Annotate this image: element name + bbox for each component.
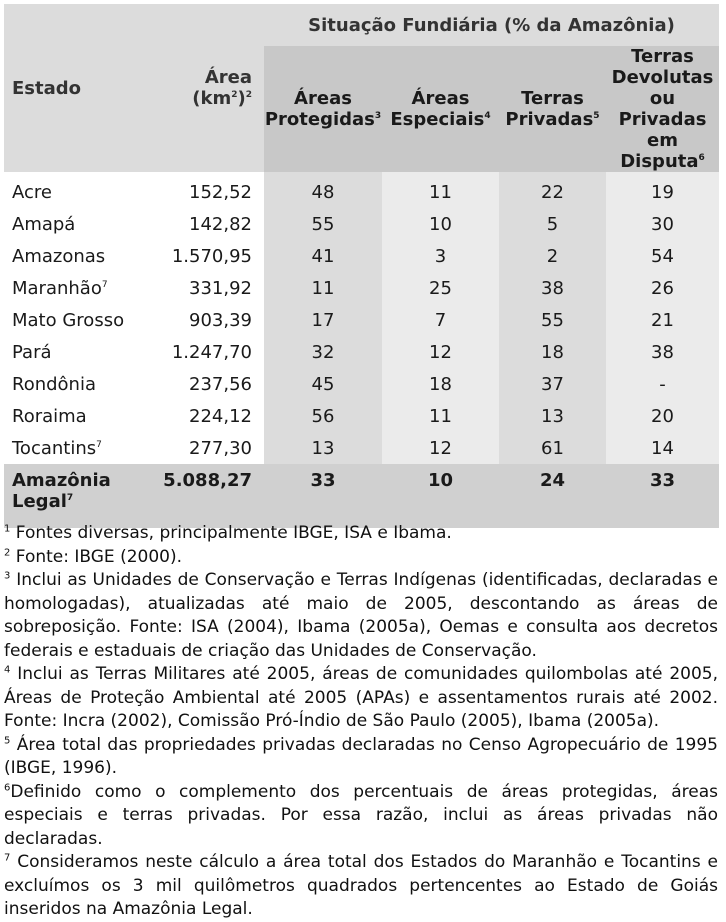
land-situation-table [4, 4, 719, 528]
cell-especiais: 18 [382, 368, 499, 400]
footnote: $^7$ Consideramos neste cálculo a área total dos Estados do Maranhão e Tocantins e excluímos os 3 mil quilômetros quadrados pertencentes ao Estado de Goiás inseridos na Amazônia Legal. [4, 852, 718, 919]
cell-devolutas: 21 [606, 304, 719, 336]
cell-privadas: 55 [499, 304, 606, 336]
cell-area: 331,92 [189, 277, 252, 299]
cell-especiais: 7 [382, 304, 499, 336]
col-header-estado: Estado [4, 4, 154, 172]
footnotes [4, 522, 718, 922]
col-header-especiais: Áreas Especiais$^4$ [382, 46, 499, 172]
cell-privadas: 37 [499, 368, 606, 400]
cell-privadas: 18 [499, 336, 606, 368]
cell-protegidas: 32 [264, 336, 382, 368]
cell-estado: Rondônia [12, 373, 96, 395]
cell-area: 224,12 [189, 405, 252, 427]
cell-devolutas: 19 [606, 172, 719, 208]
cell-privadas: 13 [499, 400, 606, 432]
table-row [4, 336, 719, 368]
col-header-devolutas: Terras Devolutas ou Privadas em Disputa$^6$ [606, 46, 719, 172]
cell-privadas: 38 [499, 272, 606, 304]
cell-total-area: 5.088,27 [154, 464, 264, 528]
table-row [4, 400, 719, 432]
cell-especiais: 12 [382, 336, 499, 368]
cell-area: 1.570,95 [171, 245, 252, 267]
footnote: $^1$ Fontes diversas, principalmente IBGE, ISA e Ibama. [4, 523, 452, 543]
cell-privadas: 22 [499, 172, 606, 208]
cell-devolutas: 20 [606, 400, 719, 432]
cell-total-protegidas: 33 [264, 464, 382, 528]
table-row [4, 272, 719, 304]
col-header-group-situacao: Situação Fundiária (% da Amazônia) [264, 4, 719, 46]
cell-devolutas: - [606, 368, 719, 400]
cell-estado: Amazonas [12, 245, 106, 267]
cell-especiais: 3 [382, 240, 499, 272]
col-header-protegidas: Áreas Protegidas$^3$ [264, 46, 382, 172]
table-row [4, 432, 719, 464]
cell-area: 152,52 [189, 181, 252, 203]
total-row [4, 464, 719, 528]
cell-privadas: 61 [499, 432, 606, 464]
cell-especiais: 11 [382, 172, 499, 208]
cell-estado: Maranhão$^7$ [12, 277, 108, 299]
cell-devolutas: 14 [606, 432, 719, 464]
cell-total-especiais: 10 [382, 464, 499, 528]
cell-estado: Pará [12, 341, 52, 363]
cell-estado: Amapá [12, 213, 76, 235]
cell-area: 903,39 [189, 309, 252, 331]
cell-estado: Acre [12, 181, 52, 203]
cell-total-privadas: 24 [499, 464, 606, 528]
cell-privadas: 5 [499, 208, 606, 240]
table-body [4, 172, 719, 528]
cell-devolutas: 54 [606, 240, 719, 272]
col-header-privadas: Terras Privadas$^5$ [499, 46, 606, 172]
table-row [4, 368, 719, 400]
cell-devolutas: 26 [606, 272, 719, 304]
table-row [4, 208, 719, 240]
table-row [4, 240, 719, 272]
cell-protegidas: 41 [264, 240, 382, 272]
header-row-group [4, 4, 719, 46]
cell-area: 237,56 [189, 373, 252, 395]
cell-especiais: 10 [382, 208, 499, 240]
cell-protegidas: 48 [264, 172, 382, 208]
footnote: $^5$ Área total das propriedades privadas declaradas no Censo Agropecuário de 1995 (IBGE, 1996). [4, 734, 718, 778]
cell-especiais: 11 [382, 400, 499, 432]
cell-protegidas: 17 [264, 304, 382, 336]
cell-especiais: 12 [382, 432, 499, 464]
cell-especiais: 25 [382, 272, 499, 304]
footnote: $^3$ Inclui as Unidades de Conservação e Terras Indígenas (identificadas, declaradas e homologadas), atualizadas até maio de 2005, descontando as áreas de sobreposição. Fonte: ISA (2004), Ibama (2005a), Oemas e consulta aos decretos federais e estaduais de criação das Unidades de Conservação. [4, 570, 718, 661]
cell-devolutas: 30 [606, 208, 719, 240]
col-header-area: Área $(km^2)^2$ [154, 4, 264, 172]
cell-total-label: Amazônia Legal$^7$ [4, 464, 154, 528]
cell-total-devolutas: 33 [606, 464, 719, 528]
cell-area: 277,30 [189, 437, 252, 459]
footnote: $^2$ Fonte: IBGE (2000). [4, 546, 183, 567]
cell-protegidas: 55 [264, 208, 382, 240]
footnote: $^4$ Inclui as Terras Militares até 2005, áreas de comunidades quilombolas até 2005, Áreas de Proteção Ambiental até 2005 (APAs) e assentamentos rurais até 2002. Fonte: Incra (2002), Comissão Pró-Índio de São Paulo (2005), Ibama (2005a). [4, 664, 718, 731]
footnote: $^6$Definido como o complemento dos percentuais de áreas protegidas, áreas especiais e terras privadas. Por essa razão, inclui as áreas privadas não declaradas. [4, 781, 718, 849]
cell-protegidas: 45 [264, 368, 382, 400]
cell-protegidas: 56 [264, 400, 382, 432]
table-row [4, 172, 719, 208]
table-row [4, 304, 719, 336]
cell-estado: Tocantins$^7$ [12, 437, 102, 459]
cell-estado: Mato Grosso [12, 309, 125, 331]
cell-privadas: 2 [499, 240, 606, 272]
cell-devolutas: 38 [606, 336, 719, 368]
cell-area: 1.247,70 [171, 341, 252, 363]
cell-protegidas: 13 [264, 432, 382, 464]
cell-area: 142,82 [189, 213, 252, 235]
cell-estado: Roraima [12, 405, 87, 427]
cell-protegidas: 11 [264, 272, 382, 304]
